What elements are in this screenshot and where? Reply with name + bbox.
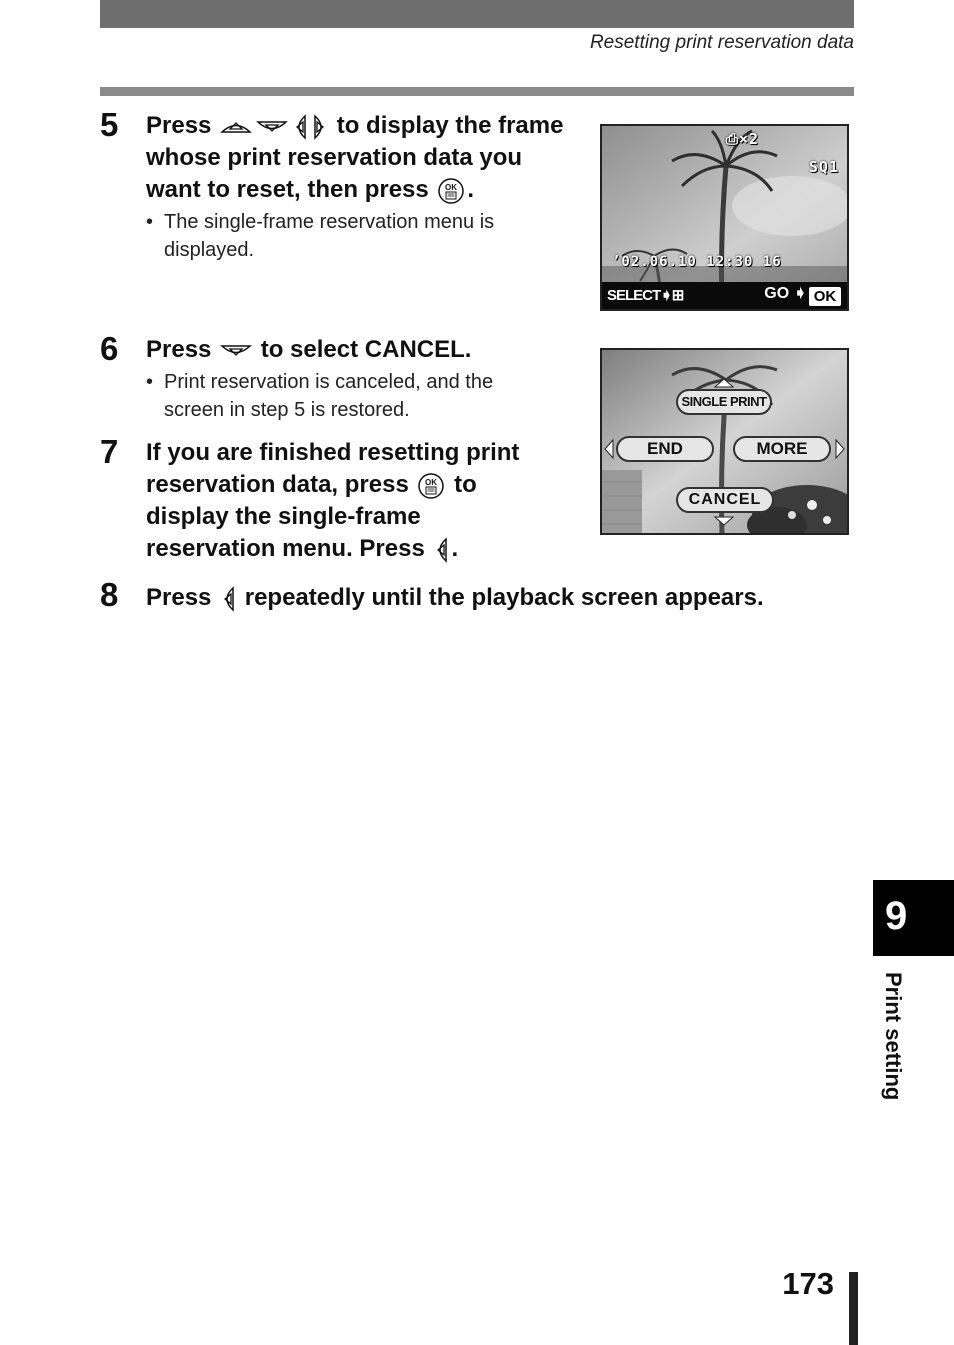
step-7-text-2: reservation data, press: [146, 471, 409, 498]
ok-button-icon: [437, 177, 465, 205]
step-7-text-3: to: [454, 471, 477, 498]
arrow-right-icon: ➧: [660, 287, 672, 304]
step-5-text-1: Press: [146, 112, 212, 139]
section-rule: [100, 87, 854, 96]
step-5-number: 5: [100, 106, 119, 143]
step-5-note-line-2: displayed.: [164, 239, 255, 261]
step-5-text-3: whose print reservation data you: [146, 144, 523, 171]
menu-option-cancel: CANCEL: [676, 487, 774, 513]
step-7-text-1: If you are finished resetting print: [146, 439, 520, 466]
arrow-left-button-icon: [220, 586, 236, 612]
arrow-up-button-icon: [220, 117, 252, 137]
arrow-right-icon: ➧: [793, 285, 807, 302]
svg-text:OK: OK: [445, 182, 458, 192]
chapter-tab: 9: [873, 880, 954, 956]
playback-screen-preview: [600, 124, 849, 311]
arrow-left-button-icon: [433, 537, 449, 563]
menu-left-arrow-icon: [604, 438, 614, 460]
menu-option-end: END: [616, 436, 714, 462]
step-8-instruction: [146, 582, 764, 614]
step-5-text-2: to display the frame: [336, 112, 564, 139]
step-7-text-5: reservation menu. Press: [146, 535, 425, 562]
step-5-instruction: [146, 110, 563, 206]
step-5-text-5: .: [467, 176, 475, 203]
running-header: Resetting print reservation data: [589, 32, 854, 53]
step-6-number: 6: [100, 330, 119, 367]
arrow-right-button-icon: [312, 114, 328, 140]
menu-option-more: MORE: [733, 436, 831, 462]
svg-text:OK: OK: [425, 477, 438, 487]
date-time-stamp: ’02.06.10 12:30 16: [612, 254, 782, 270]
step-8-text-2: repeatedly until the playback screen appears.: [244, 584, 764, 611]
page-number: 173: [782, 1266, 834, 1301]
page-number-bar: [849, 1272, 858, 1345]
arrow-down-button-icon: [256, 117, 288, 137]
chapter-label: Print setting: [881, 972, 906, 1101]
step-8-number: 8: [100, 576, 119, 613]
arrow-down-button-icon: [220, 341, 252, 361]
header-bar: [100, 0, 854, 28]
select-hint: SELECT➧⊞: [607, 287, 684, 304]
step-6-text-1: Press: [146, 336, 212, 363]
single-frame-menu-preview: [600, 348, 849, 535]
menu-option-single-print: SINGLE PRINT: [676, 389, 772, 415]
menu-down-arrow-icon: [713, 516, 735, 526]
quality-indicator: SQ1: [808, 158, 839, 176]
step-6-note: • Print reservation is canceled, and the screen in step 5 is restored.: [146, 368, 493, 424]
step-7-instruction: [146, 437, 519, 565]
step-5-text-4: want to reset, then press: [146, 176, 429, 203]
step-6-note-line-2: screen in step 5 is restored.: [164, 399, 410, 421]
menu-up-arrow-icon: [713, 378, 735, 388]
step-5-note: • The single-frame reservation menu is displayed.: [146, 208, 494, 264]
osd-control-bar: [602, 282, 847, 309]
step-7-text-6: .: [451, 535, 459, 562]
step-7-number: 7: [100, 433, 119, 470]
go-hint: GO ➧: [764, 285, 807, 302]
step-6-note-line-1: Print reservation is canceled, and the: [164, 371, 494, 393]
arrow-pad-icon: ⊞: [671, 287, 684, 304]
menu-right-arrow-icon: [835, 438, 845, 460]
step-6-instruction: [146, 334, 471, 366]
step-7-text-4: display the single-frame: [146, 503, 421, 530]
step-5-note-line-1: The single-frame reservation menu is: [164, 211, 495, 233]
print-count-indicator: [726, 130, 759, 148]
ok-button-icon: [417, 472, 445, 500]
print-icon: ⎙: [726, 130, 740, 148]
print-count: ×2: [739, 130, 760, 148]
arrow-left-button-icon: [292, 114, 308, 140]
step-6-text-2: to select CANCEL.: [260, 336, 472, 363]
ok-badge: OK: [809, 287, 841, 306]
step-8-text-1: Press: [146, 584, 212, 611]
